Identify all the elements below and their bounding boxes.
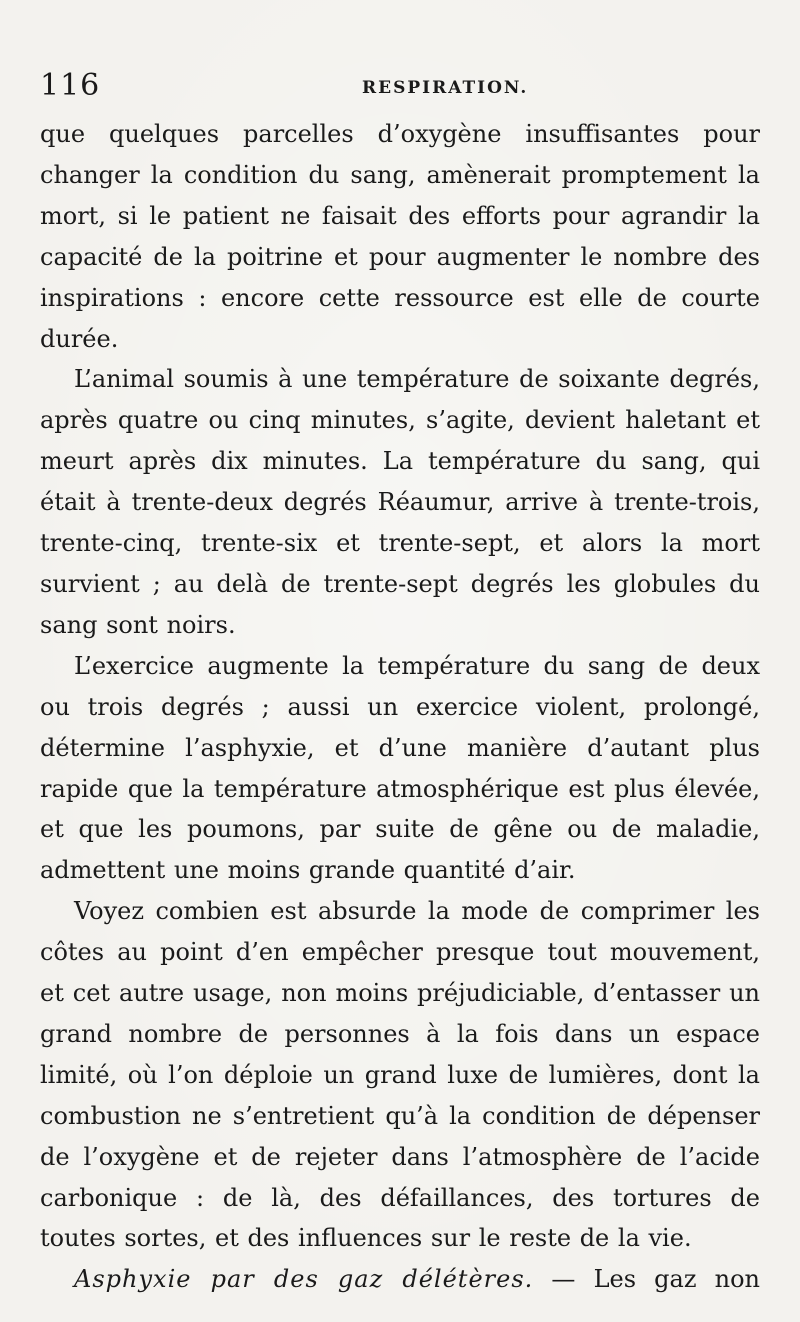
section-heading-italic: Asphyxie par des gaz délétères. [74, 1265, 534, 1294]
paragraph-animal-temperature: L’animal soumis à une température de soixante degrés, après quatre ou cinq minutes, s’agite, devient haletant et meurt après dix minutes. La température du sang, qui était à trente-deux degrés Réaumur, arrive à trente-trois, trente-cinq, trente-six et trente-sept, et alors la mort survient ; au delà de trente-sept degrés les globules du sang sont noirs. [40, 365, 760, 639]
body-text [40, 114, 760, 1300]
section-start-line [40, 1259, 760, 1300]
section-text-start: — Les gaz non [533, 1265, 760, 1294]
paragraph-continuation: que quelques parcelles d’oxygène insuffisantes pour changer la condition du sang, amènerait promptement la mort, si le patient ne faisait des efforts pour agrandir la capacité de la poitrine et pour augmenter le nombre des inspirations : encore cette ressource est elle de courte durée. [40, 120, 760, 353]
page-header [40, 68, 760, 108]
paragraph-fashion: Voyez combien est absurde la mode de comprimer les côtes au point d’en empêcher presque tout mouvement, et cet autre usage, non moins préjudiciable, d’entasser un grand nombre de personnes à la fois dans un espace limité, où l’on déploie un grand luxe de lumières, dont la combustion ne s’entretient qu’à la condition de dépenser de l’oxygène et de rejeter dans l’atmosphère de l’acide carbonique : de là, des défaillances, des tortures de toutes sortes, et des influences sur le reste de la vie. [40, 897, 760, 1253]
page-number: 116 [40, 68, 101, 103]
paragraph-exercise: L’exercice augmente la température du sang de deux ou trois degrés ; aussi un exercice violent, prolongé, détermine l’asphyxie, et d’une manière d’autant plus rapide que la température atmosphérique est plus élevée, et que les poumons, par suite de gêne ou de maladie, admettent une moins grande quantité d’air. [40, 651, 760, 885]
running-head: RESPIRATION. [362, 78, 529, 98]
